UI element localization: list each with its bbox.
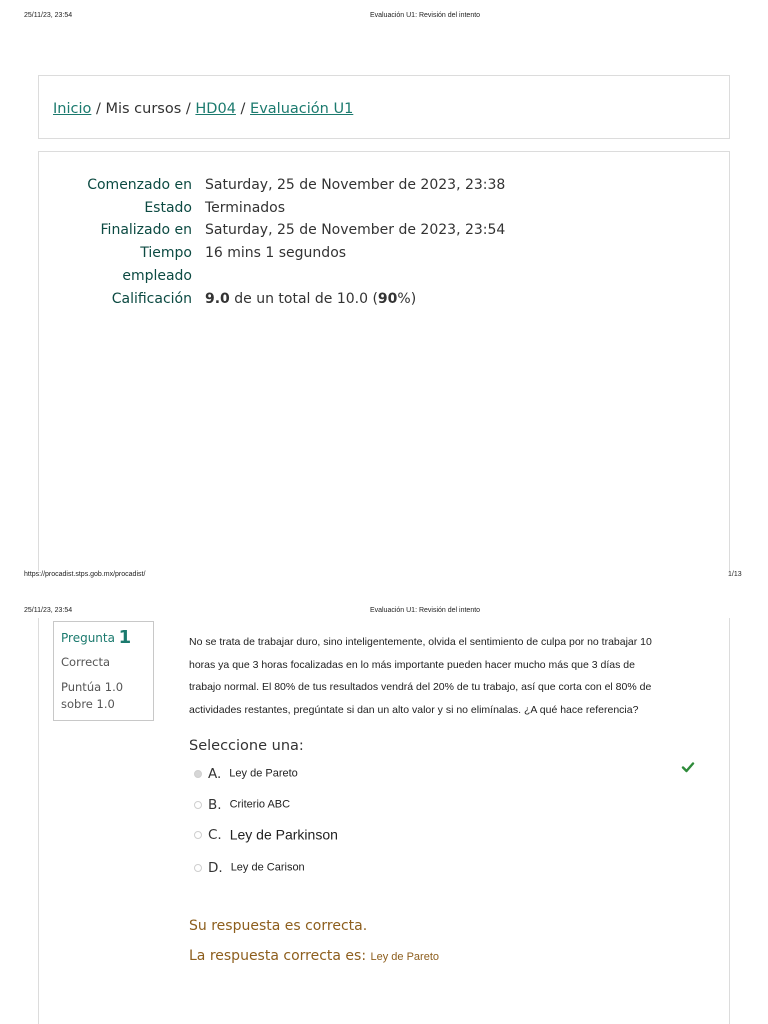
breadcrumb-separator: / — [91, 101, 106, 117]
grade-label: Calificación — [111, 291, 192, 307]
print-header-date: 25/11/23, 23:54 — [24, 12, 73, 19]
breadcrumb-separator: / — [235, 101, 251, 117]
grade-mid: de un total de 10.0 ( — [229, 291, 378, 307]
grade-percent: 90 — [377, 291, 398, 307]
question-points-line2: sobre 1.0 — [61, 697, 115, 711]
option-b[interactable] — [194, 794, 290, 813]
breadcrumb-quiz-link[interactable]: Evaluación U1 — [250, 101, 354, 117]
summary-box — [38, 151, 730, 571]
time-label-line1: Tiempo — [140, 245, 192, 261]
question-text-line: actividades restantes, pregúntate si dan un alto valor y si no elimínalas. ¿A qué hace referencia? — [189, 703, 639, 716]
radio-d[interactable] — [194, 864, 202, 872]
radio-b[interactable] — [194, 801, 202, 809]
answer-prompt: Seleccione una: — [189, 738, 304, 754]
option-text: Ley de Pareto — [229, 767, 298, 780]
time-label-line2: empleado — [122, 268, 192, 284]
correct-answer-label: La respuesta correcta es: — [189, 948, 371, 964]
state-label: Estado — [144, 200, 192, 216]
print-header-title: Evaluación U1: Revisión del intento — [369, 607, 481, 614]
feedback-correct: Su respuesta es correcta. — [189, 918, 368, 934]
breadcrumb-separator: / — [181, 101, 196, 117]
breadcrumb — [53, 101, 353, 117]
option-text: Criterio ABC — [229, 798, 291, 811]
option-letter: C. — [208, 826, 222, 843]
question-text-line: horas ya que 3 horas focalizadas en lo más importante pueden hacer mucho más que 3 días de — [189, 658, 635, 671]
time-value: 16 mins 1 segundos — [205, 245, 347, 261]
correct-answer-value: Ley de Pareto — [370, 951, 439, 963]
option-text: Ley de Carison — [230, 861, 305, 874]
breadcrumb-course-link[interactable]: HD04 — [195, 101, 236, 117]
summary-table — [39, 174, 731, 334]
grade-value — [205, 288, 416, 311]
question-info-box — [53, 621, 154, 721]
started-label: Comenzado en — [87, 177, 192, 193]
option-letter: A. — [208, 765, 222, 782]
question-label: Pregunta — [61, 631, 115, 645]
print-footer-url: https://procadist.stps.gob.mx/procadist/ — [24, 571, 146, 578]
option-c[interactable] — [194, 824, 338, 843]
check-icon — [681, 760, 695, 774]
started-value: Saturday, 25 de November de 2023, 23:38 — [205, 177, 506, 193]
finished-value: Saturday, 25 de November de 2023, 23:54 — [205, 222, 506, 238]
grade-score: 9.0 — [205, 291, 230, 307]
question-number-line — [61, 627, 131, 648]
option-text: Ley de Parkinson — [229, 826, 338, 843]
option-d[interactable] — [194, 857, 305, 876]
question-number: 1 — [118, 627, 132, 648]
print-header-title: Evaluación U1: Revisión del intento — [369, 12, 481, 19]
question-text-line: trabajo normal. El 80% de tus resultados vendrá del 20% de tu trabajo, así que corta con el 80% de — [189, 681, 652, 694]
question-status: Correcta — [61, 655, 111, 669]
finished-label: Finalizado en — [100, 222, 192, 238]
state-value: Terminados — [205, 200, 286, 216]
breadcrumb-inicio-link[interactable]: Inicio — [53, 101, 92, 117]
breadcrumb-box — [38, 75, 730, 139]
option-letter: D. — [208, 859, 223, 876]
print-header-date: 25/11/23, 23:54 — [24, 607, 73, 614]
breadcrumb-mis-cursos: Mis cursos — [105, 101, 182, 117]
option-a[interactable] — [194, 763, 298, 782]
question-text-line: No se trata de trabajar duro, sino inteligentemente, olvida el sentimiento de culpa por no trabajar 10 — [189, 636, 652, 648]
option-letter: B. — [208, 796, 222, 813]
radio-a[interactable] — [194, 770, 202, 778]
correct-answer — [189, 948, 439, 964]
question-points-line1: Puntúa 1.0 — [61, 680, 124, 694]
print-footer-page: 1/13 — [728, 571, 742, 578]
grade-end: %) — [397, 291, 417, 307]
radio-c[interactable] — [194, 831, 202, 839]
question-text — [189, 631, 719, 721]
